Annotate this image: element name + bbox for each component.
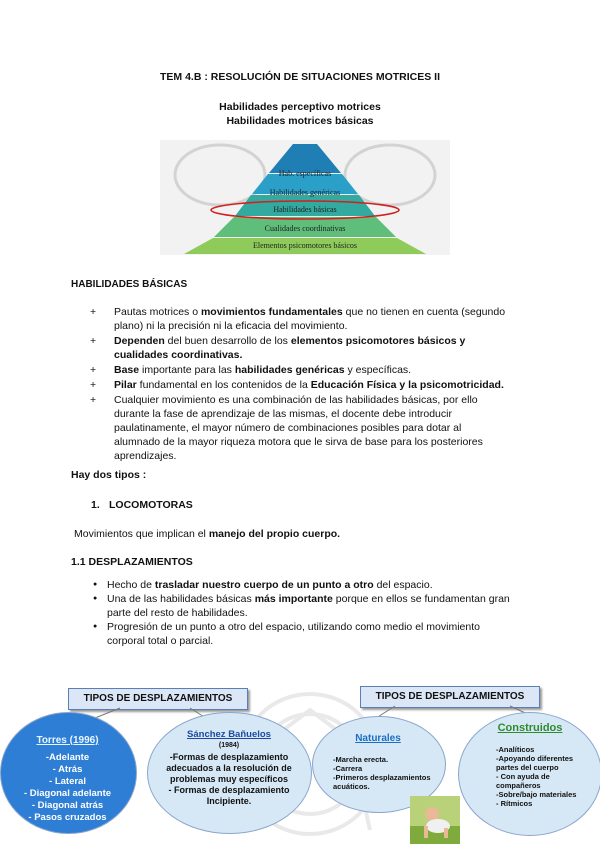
construidos-list: -Analíticos -Apoyando diferentes partes del cuerpo - Con ayuda de compañeros -Sobre/bajo materiales - Rítmicos <box>496 745 577 808</box>
sanchez-list: -Formas de desplazamiento adecuados a la resolución de problemas muy específicos - Formas de desplazamiento Incipiente. <box>166 752 292 806</box>
list-item: ● Progresión de un punto a otro del espacio, utilizando como medio el movimiento corporal total o parcial. <box>93 620 518 648</box>
type-item-locomotoras: LOCOMOTORAS <box>109 499 193 511</box>
torres-list: -Adelante - Atrás - Lateral - Diagonal adelante - Diagonal atrás - Pasos cruzados <box>23 752 112 823</box>
plus-marker: + <box>90 306 97 318</box>
naturales-list: -Marcha erecta. -Carrera -Primeros desplazamientos acuáticos. <box>333 755 431 791</box>
section-heading-basic: HABILIDADES BÁSICAS <box>71 279 188 290</box>
list-item: + Pilar fundamental en los contenidos de la Educación Física y la psicomotricidad. <box>90 379 504 391</box>
plus-marker: + <box>90 379 97 391</box>
plus-marker: + <box>90 394 97 406</box>
pyramid-figure <box>160 140 450 255</box>
displacements-heading: 1.1 DESPLAZAMIENTOS <box>71 556 193 568</box>
list-item: + Cualquier movimiento es una combinación de las habilidades básicas, por ello durante la fase de aprendizaje de las mismas, el docente debe introducir paulatinamente, el mayor número de combinaciones posibles para dotar al alumnado de la mayor riqueza motora que le sirva de base para los posteriores aprendizajes. <box>90 394 483 462</box>
child-crawling-photo <box>410 796 460 844</box>
list-item: + Dependen del buen desarrollo de los elementos psicomotores básicos y cualidades coordinativas. <box>90 335 466 361</box>
pyramid-label-2: Habilidades genéricas <box>269 188 341 197</box>
plus-marker: + <box>90 364 97 376</box>
diagram-left-title: TIPOS DE DESPLAZAMIENTOS <box>68 688 248 710</box>
pyramid-label-3: Habilidades básicas <box>273 205 337 214</box>
types-heading: Hay dos tipos : <box>71 469 147 481</box>
locomotoras-description: Movimientos que implican el manejo del propio cuerpo. <box>74 528 341 540</box>
subtitle-basic: Habilidades motrices básicas <box>226 115 374 127</box>
sanchez-heading: Sánchez Bañuelos <box>187 729 271 740</box>
plus-marker: + <box>90 335 97 347</box>
pyramid-label-5: Elementos psicomotores básicos <box>253 241 357 250</box>
construidos-heading: Construidos <box>497 722 563 734</box>
diagram-right-title: TIPOS DE DESPLAZAMIENTOS <box>360 686 540 708</box>
basic-list <box>90 305 510 464</box>
list-item: + Pautas motrices o movimientos fundamentales que no tienen en cuenta (segundo plano) ni la precisión ni la eficacia del movimiento. <box>90 306 506 332</box>
type-item-number: 1. <box>91 499 100 511</box>
sanchez-year: (1984) <box>218 742 240 749</box>
list-item: ● Una de las habilidades básicas más importante porque en ellos se fundamentan gran parte del resto de habilidades. <box>93 592 518 620</box>
torres-heading: Torres (1996) <box>36 735 99 746</box>
displacements-list <box>93 578 518 648</box>
pyramid-label-4: Cualidades coordinativas <box>264 224 346 233</box>
subtitle-perceptive: Habilidades perceptivo motrices <box>219 101 381 113</box>
naturales-heading: Naturales <box>355 733 401 744</box>
list-item: ● Hecho de trasladar nuestro cuerpo de un punto a otro del espacio. <box>93 578 518 592</box>
pyramid-label-1: Hab. específicas <box>278 169 332 178</box>
document-title: TEM 4.B : RESOLUCIÓN DE SITUACIONES MOTRICES II <box>159 71 441 83</box>
pyramid-graphic <box>160 140 450 255</box>
list-item: + Base importante para las habilidades genéricas y específicas. <box>90 364 412 376</box>
